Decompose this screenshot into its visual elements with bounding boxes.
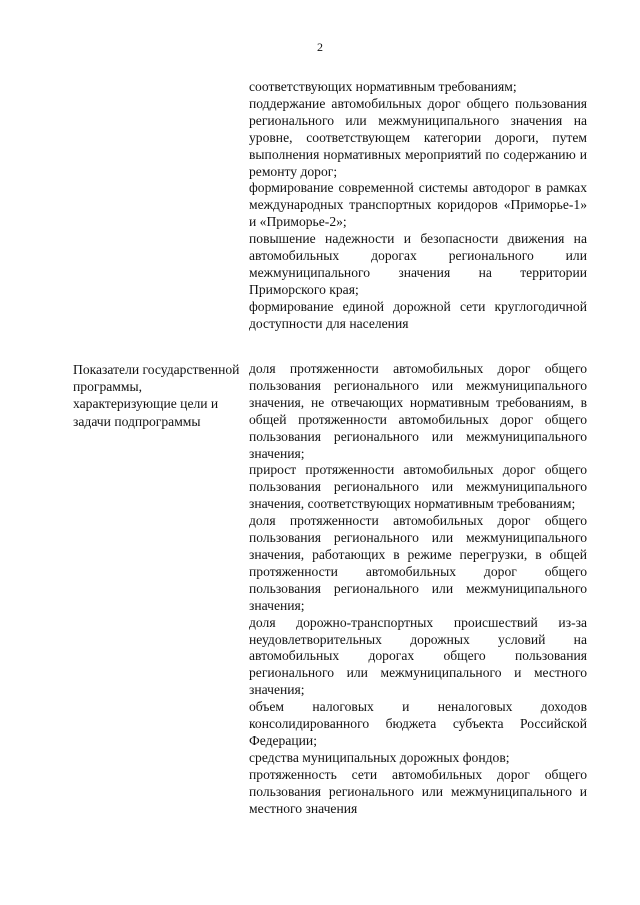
indicator-paragraph: объем налоговых и неналоговых доходов консолидированного бюджета субъекта Российской Федерации; bbox=[249, 699, 587, 748]
indicator-paragraph: доля дорожно-транспортных происшествий из-за неудовлетворительных дорожных условий на автомобильных дорогах общего пользования регионального или межмуниципального и местного значения; bbox=[249, 614, 587, 698]
indicator-paragraph: протяженность сети автомобильных дорог общего пользования регионального или межмуниципального и местного значения bbox=[249, 766, 587, 816]
task-paragraph: поддержание автомобильных дорог общего пользования регионального или межмуниципального значения на уровне, соответствующем категории дороги, путем выполнения нормативных мероприятий по содержанию и ремонту дорог; bbox=[249, 95, 587, 179]
tasks-text-column bbox=[249, 79, 587, 333]
task-paragraph: повышение надежности и безопасности движения на автомобильных дорогах регионального или межмуниципального значения на территории Приморского края; bbox=[249, 231, 587, 297]
indicator-paragraph: доля протяженности автомобильных дорог общего пользования регионального или межмуниципального значения, работающих в режиме перегрузки, в общей протяженности автомобильных дорог общего пользования регионального или межмуниципального значения; bbox=[249, 513, 587, 613]
indicator-paragraph: доля протяженности автомобильных дорог общего пользования регионального или межмуниципального значения, не отвечающих нормативным требованиям, в общей протяженности автомобильных дорог общего пользования регионального или межмуниципального значения; bbox=[249, 361, 587, 461]
indicators-label: Показатели государственной программы, характеризующие цели и задачи подпрограммы bbox=[73, 362, 240, 429]
task-paragraph: формирование единой дорожной сети круглогодичной доступности для населения bbox=[249, 298, 587, 331]
indicator-paragraph: средства муниципальных дорожных фондов; bbox=[249, 749, 510, 765]
page-number: 2 bbox=[317, 40, 323, 54]
indicators-text-column bbox=[249, 361, 587, 817]
task-paragraph: соответствующих нормативным требованиям; bbox=[249, 79, 517, 94]
task-paragraph: формирование современной системы автодорог в рамках международных транспортных коридоров «Приморье-1» и «Приморье-2»; bbox=[249, 180, 587, 230]
indicator-paragraph: прирост протяженности автомобильных дорог общего пользования регионального или межмуниципального значения, соответствующих нормативным требованиям; bbox=[249, 462, 587, 512]
